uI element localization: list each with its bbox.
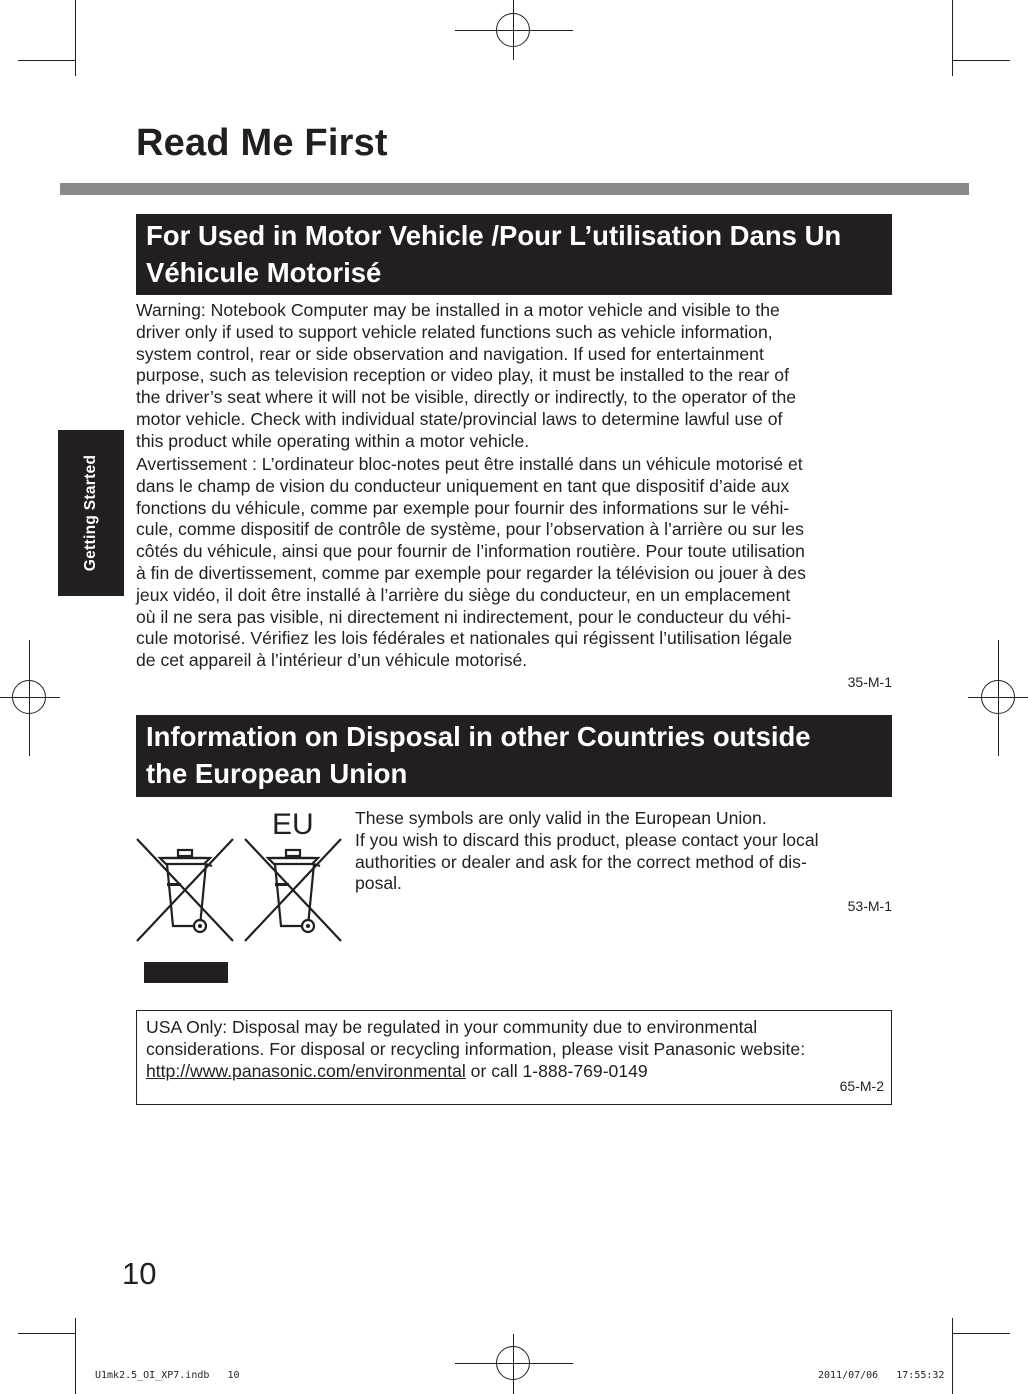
usa-disposal-box bbox=[136, 1010, 892, 1105]
text-line: à fin de divertissement, comme par exemple pour regarder la télévision ou jouer à des bbox=[136, 562, 806, 583]
motor-vehicle-heading-line1: For Used in Motor Vehicle /Pour L’utilisation Dans Un bbox=[146, 220, 842, 251]
text-line: driver only if used to support vehicle related functions such as vehicle information, bbox=[136, 321, 773, 342]
text-line: de cet appareil à l’intérieur d’un véhicule motorisé. bbox=[136, 650, 528, 671]
text-line: cule, comme dispositif de contrôle de système, pour l’observation à l’arrière ou sur les bbox=[136, 519, 804, 540]
crossed-out-wheelie-bin-icon bbox=[242, 836, 344, 944]
panasonic-environment-link[interactable]: http://www.panasonic.com/environmental bbox=[146, 1060, 466, 1081]
side-tab-label: Getting Started bbox=[82, 454, 99, 572]
black-bar-symbol bbox=[144, 962, 228, 983]
motor-vehicle-heading bbox=[136, 214, 892, 295]
phone-text: or call 1-888-769-0149 bbox=[465, 1060, 648, 1081]
text-line bbox=[146, 1061, 883, 1083]
eu-label: EU bbox=[272, 808, 314, 841]
text-line: USA Only: Disposal may be regulated in your community due to environmental bbox=[146, 1017, 758, 1037]
motor-vehicle-heading-line2: Véhicule Motorisé bbox=[146, 257, 382, 288]
text-line: Avertissement : L’ordinateur bloc-notes peut être installé dans un véhicule motorisé et bbox=[136, 454, 803, 474]
disposal-heading-line1: Information on Disposal in other Countries outside bbox=[146, 721, 811, 752]
print-footer-file: U1mk2.5_OI_XP7.indb 10 bbox=[95, 1370, 240, 1381]
title-rule bbox=[60, 183, 969, 195]
print-footer-timestamp: 2011/07/06 17:55:32 bbox=[818, 1370, 945, 1381]
disposal-heading bbox=[136, 715, 892, 797]
text-line: cule motorisé. Vérifiez les lois fédérales et nationales qui régissent l’utilisation légale bbox=[136, 628, 793, 649]
page-number: 10 bbox=[122, 1256, 157, 1291]
disposal-heading-line2: the European Union bbox=[146, 758, 408, 789]
text-line: jeux vidéo, il doit être installé à l’arrière du siège du conducteur, en un emplacement bbox=[136, 584, 791, 605]
text-line: These symbols are only valid in the European Union. bbox=[355, 808, 767, 828]
text-line: authorities or dealer and ask for the correct method of dis- bbox=[355, 851, 807, 872]
section-code: 53-M-1 bbox=[847, 898, 892, 914]
disposal-text bbox=[355, 808, 895, 895]
page-title: Read Me First bbox=[136, 122, 388, 164]
text-line: Warning: Notebook Computer may be installed in a motor vehicle and visible to the bbox=[136, 300, 780, 320]
section-code: 65-M-2 bbox=[839, 1078, 884, 1095]
warning-english bbox=[136, 300, 896, 453]
crossed-out-wheelie-bin-icon bbox=[134, 836, 236, 944]
text-line: dans le champ de vision du conducteur uniquement en tant que dispositif d’aide aux bbox=[136, 475, 790, 496]
text-line: purpose, such as television reception or video play, it must be installed to the rear of bbox=[136, 365, 789, 386]
text-line: considerations. For disposal or recycling information, please visit Panasonic website: bbox=[146, 1038, 806, 1059]
text-line: fonctions du véhicule, comme par exemple pour fournir des informations sur le véhi- bbox=[136, 497, 790, 518]
text-line: If you wish to discard this product, please contact your local bbox=[355, 829, 819, 850]
text-line: où il ne sera pas visible, ni directement ni indirectement, pour le conducteur du véhi- bbox=[136, 606, 792, 627]
warning-french bbox=[136, 454, 896, 672]
text-line: the driver’s seat where it will not be visible, directly or indirectly, to the operator of the bbox=[136, 387, 797, 408]
text-line: côtés du véhicule, ainsi que pour fournir de l’information routière. Pour toute utilisation bbox=[136, 541, 805, 562]
text-line: motor vehicle. Check with individual state/provincial laws to determine lawful use of bbox=[136, 408, 783, 429]
text-line: posal. bbox=[355, 873, 402, 894]
side-tab bbox=[58, 430, 124, 596]
text-line: system control, rear or side observation and navigation. If used for entertainment bbox=[136, 343, 764, 364]
text-line: this product while operating within a motor vehicle. bbox=[136, 430, 530, 451]
section-code: 35-M-1 bbox=[847, 674, 892, 690]
